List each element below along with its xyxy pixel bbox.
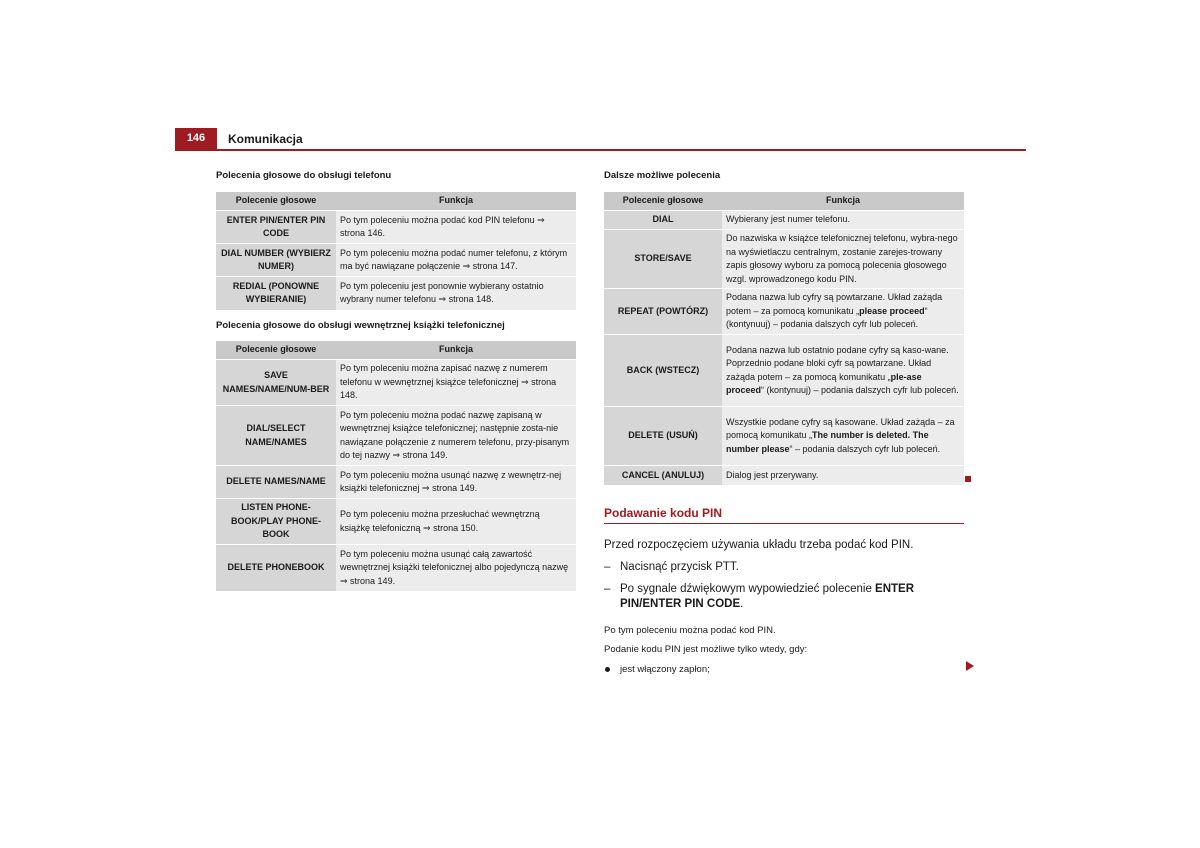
command-cell: LISTEN PHONE-BOOK/PLAY PHONE-BOOK: [216, 499, 336, 545]
command-cell: DIAL NUMBER (WYBIERZ NUMER): [216, 244, 336, 277]
step-item: [604, 560, 966, 575]
command-cell: REDIAL (PONOWNE WYBIERANIE): [216, 277, 336, 310]
function-cell: [722, 335, 964, 407]
column-header: Polecenie głosowe: [216, 341, 336, 360]
section-heading: Podawanie kodu PIN: [604, 506, 964, 524]
table-row: [604, 289, 964, 335]
step-text: [620, 582, 966, 612]
column-header: Polecenie głosowe: [604, 192, 722, 211]
column-header: Funkcja: [336, 341, 576, 360]
table-row: [604, 335, 964, 407]
function-text: Podana nazwa lub ostatnio podane cyfry są kaso-wane. Poprzednio podane bloki cyfr są powtarzane. Układ zażąda potem – za pomocą komunikatu „: [726, 344, 949, 382]
table-row: [216, 406, 576, 466]
command-cell: ENTER PIN/ENTER PIN CODE: [216, 211, 336, 244]
table2-title: Polecenia głosowe do obsługi wewnętrznej książki telefonicznej: [216, 320, 505, 331]
function-cell: [722, 407, 964, 466]
function-cell: Wybierany jest numer telefonu.: [722, 211, 964, 230]
function-cell: Po tym poleceniu można podać nazwę zapisaną w wewnętrznej książce telefonicznej; następnie zosta-nie nawiązane połączenie z numerem telefonu, przy-pisanym do tej nazwy ⇒ strona 149.: [336, 406, 576, 466]
table-row: [216, 244, 576, 277]
step-text-part: .: [740, 598, 744, 610]
continue-arrow-icon: [966, 661, 974, 671]
further-commands-table: [604, 192, 964, 485]
bullet-icon: [605, 667, 610, 672]
command-cell: REPEAT (POWTÓRZ): [604, 289, 722, 335]
function-text: “ – podania dalszych cyfr lub poleceń.: [789, 443, 941, 454]
command-cell: CANCEL (ANULUJ): [604, 466, 722, 485]
table1-title: Polecenia głosowe do obsługi telefonu: [216, 170, 392, 181]
step-text: Nacisnąć przycisk PTT.: [620, 561, 739, 573]
section-title: Komunikacja: [228, 132, 303, 146]
function-cell: [722, 289, 964, 335]
note-paragraph: Po tym poleceniu można podać kod PIN.: [604, 625, 776, 636]
command-cell: DELETE PHONEBOOK: [216, 545, 336, 591]
column-header: Funkcja: [336, 192, 576, 211]
table-row: [216, 360, 576, 406]
table3-title: Dalsze możliwe polecenia: [604, 170, 721, 181]
function-text-bold: The number is deleted. The number please: [726, 430, 929, 454]
command-cell: DELETE (USUŃ): [604, 407, 722, 466]
page-header: [175, 128, 1026, 151]
command-cell: DIAL: [604, 211, 722, 230]
function-cell: Po tym poleceniu można podać kod PIN telefonu ⇒ strona 146.: [336, 211, 576, 244]
step-text-part: Po sygnale dźwiękowym wypowiedzieć polecenie: [620, 583, 876, 595]
function-cell: Po tym poleceniu można podać numer telefonu, z którym ma być nawiązane połączenie ⇒ strona 147.: [336, 244, 576, 277]
function-cell: Po tym poleceniu można usunąć nazwę z wewnętrz-nej książki telefonicznej ⇒ strona 149.: [336, 466, 576, 499]
page-number: 146: [175, 128, 217, 149]
function-text: Wszystkie podane cyfry są kasowane. Układ zażąda – za pomocą komunikatu „: [726, 416, 955, 441]
note-paragraph: Podanie kodu PIN jest możliwe tylko wtedy, gdy:: [604, 644, 808, 655]
function-cell: Dialog jest przerywany.: [722, 466, 964, 485]
table-row: [216, 211, 576, 244]
column-header: Polecenie głosowe: [216, 192, 336, 211]
function-text: “ (kontynuuj) – podania dalszych cyfr lub poleceń.: [761, 385, 959, 395]
function-text-bold: please proceed: [859, 305, 925, 316]
command-cell: SAVE NAMES/NAME/NUM-BER: [216, 360, 336, 406]
intro-paragraph: Przed rozpoczęciem używania układu trzeba podać kod PIN.: [604, 539, 914, 551]
dash-marker: –: [604, 583, 611, 595]
step-command: ENTER PIN/ENTER PIN CODE: [620, 583, 915, 610]
function-text: “ (kontynuuj) – podania dalszych cyfr lub poleceń.: [726, 305, 928, 330]
section-end-marker-icon: [965, 476, 971, 482]
command-cell: DIAL/SELECT NAME/NAMES: [216, 406, 336, 466]
function-cell: Po tym poleceniu można przesłuchać wewnętrzną książkę telefoniczną ⇒ strona 150.: [336, 499, 576, 545]
table-row: [604, 211, 964, 230]
table-row: [604, 407, 964, 466]
table-row: [216, 545, 576, 591]
table-row: [604, 230, 964, 289]
dash-marker: –: [604, 561, 611, 573]
command-cell: DELETE NAMES/NAME: [216, 466, 336, 499]
table-row: [604, 466, 964, 485]
phonebook-commands-table: [216, 341, 576, 591]
command-cell: BACK (WSTECZ): [604, 335, 722, 407]
function-cell: Po tym poleceniu można zapisać nazwę z numerem telefonu w wewnętrznej książce telefonicznej ⇒ strona 148.: [336, 360, 576, 406]
phone-commands-table: [216, 192, 576, 310]
function-cell: Do nazwiska w książce telefonicznej telefonu, wybra-nego na wyświetlaczu centralnym, zostanie zarejes-trowany zapis głosowy wyboru za pomocą polecenia głosowego wzgl. wprowadzonego kodu PIN.: [722, 230, 964, 289]
table-row: [216, 277, 576, 310]
function-cell: Po tym poleceniu można usunąć całą zawartość wewnętrznej książki telefonicznej albo pojedynczą nazwę ⇒ strona 149.: [336, 545, 576, 591]
column-header: Funkcja: [722, 192, 964, 211]
function-cell: Po tym poleceniu jest ponownie wybierany ostatnio wybrany numer telefonu ⇒ strona 148.: [336, 277, 576, 310]
table-row: [216, 466, 576, 499]
command-cell: STORE/SAVE: [604, 230, 722, 289]
table-row: [216, 499, 576, 545]
function-text-bold: ple-ase proceed: [726, 371, 922, 395]
bullet-text: jest włączony zapłon;: [620, 664, 710, 675]
step-item: [604, 582, 966, 612]
function-text: Podana nazwa lub cyfry są powtarzane. Układ zażąda potem – za pomocą komunikatu „: [726, 292, 943, 316]
